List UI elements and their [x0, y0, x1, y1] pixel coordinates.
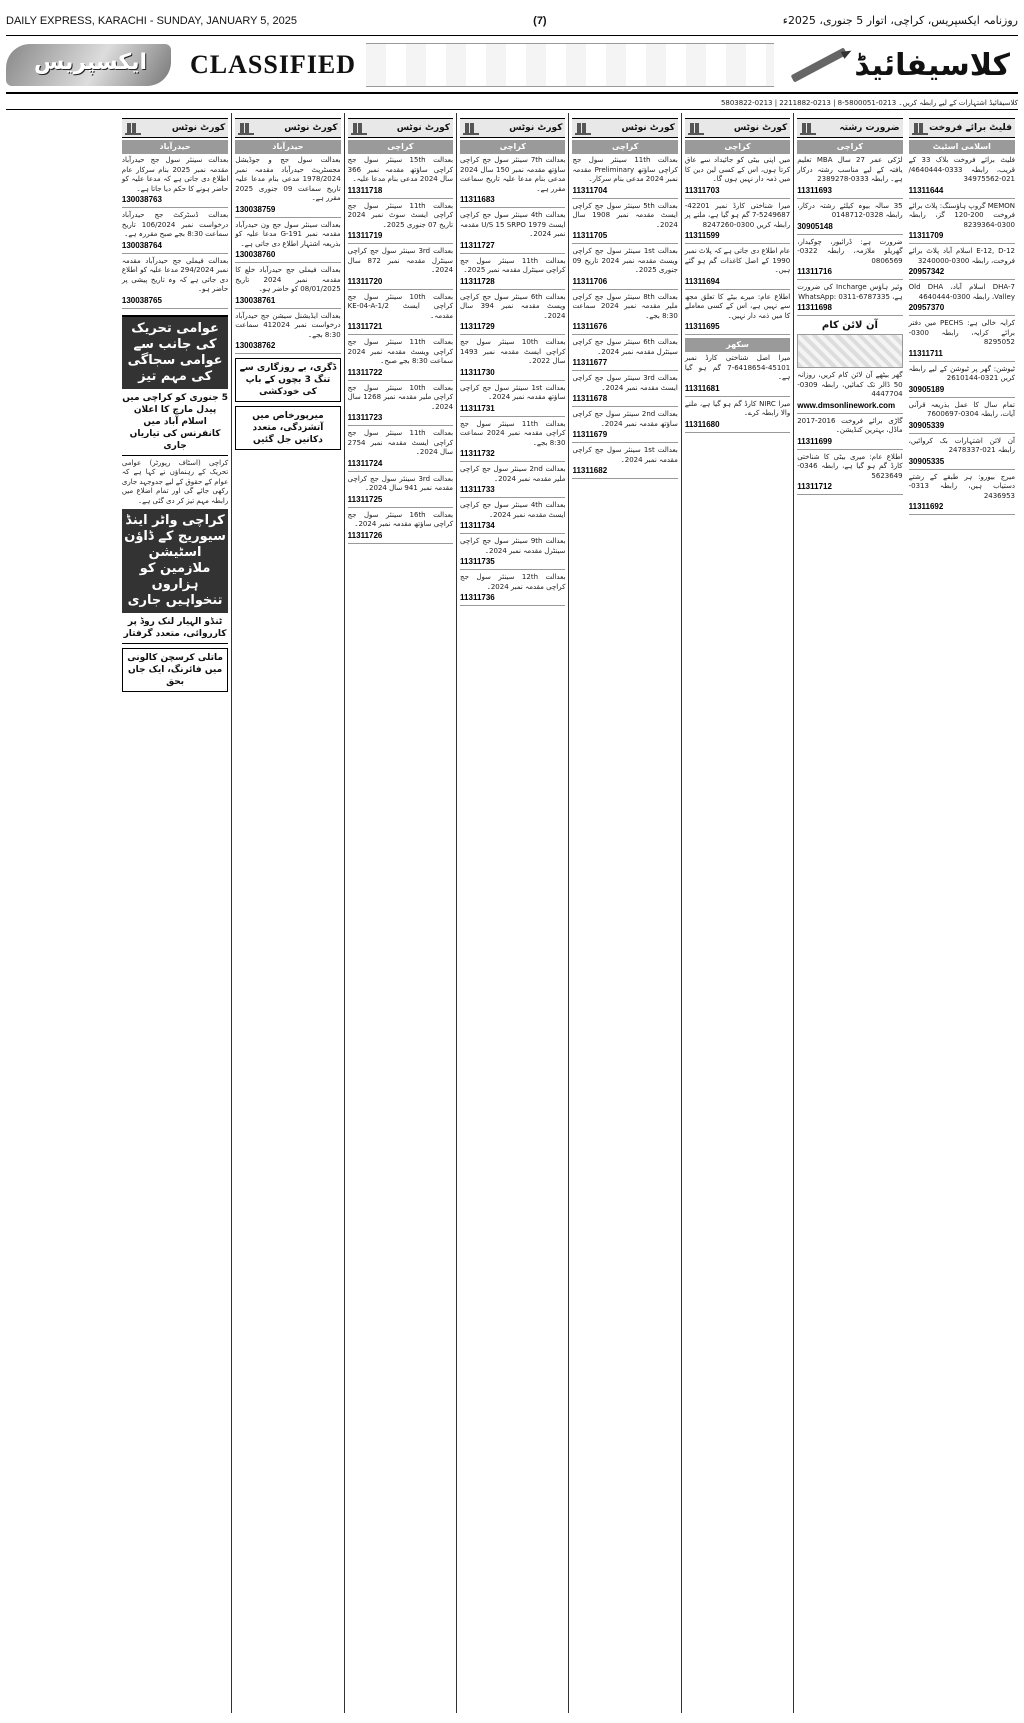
ad-number: 11311682: [572, 466, 608, 475]
page-number: (7): [533, 14, 547, 27]
ad-text: بعدالت 10th سینئر سول جج کراچی ایسٹ مقدمہ نمبر 1493 سال 2022۔: [460, 338, 566, 365]
category-header: [685, 118, 790, 138]
ad-number: 11311731: [460, 403, 495, 413]
ad-number: 11311681: [684, 383, 720, 393]
classified-ad: [797, 283, 902, 316]
classified-ad: [460, 384, 565, 417]
ad-number: 11311734: [460, 521, 495, 530]
ad-number: 20957342: [908, 267, 945, 276]
classified-ad: [909, 319, 1015, 362]
ad-text: عام اطلاع دی جاتی ہے کہ پلاٹ نمبر 1990 کے اصل کاغذات گم ہو گئے ہیں۔: [684, 247, 791, 274]
section-heading: آن لائن کام: [821, 320, 878, 331]
ad-number: 11311704: [572, 185, 608, 195]
court-building-icon: [688, 121, 704, 135]
category-label: کورٹ نوٹس: [396, 123, 451, 133]
classified-ad: [460, 537, 565, 570]
ad-number: 11311735: [460, 557, 495, 566]
classified-ad: [460, 420, 565, 463]
ad-text: بعدالت 3rd سینئر سول جج کراچی ایسٹ مقدمہ نمبر 2024۔: [572, 374, 678, 392]
ad-text: بعدالت 11th سینئر سول جج کراچی سینٹرل مقدمہ نمبر 2025۔: [460, 256, 566, 274]
news-body: کراچی (اسٹاف رپورٹر) عوامی تحریک کے رہنماؤں نے کہا ہے کہ عوام کے حقوق کے لیے جدوجہد جاری رکھی جائے گی اور تمام اضلاع میں رابطہ مہم تیز کر دی گئی ہے۔: [121, 458, 229, 505]
category-header: [122, 118, 228, 138]
ad-number: 11311680: [684, 419, 720, 429]
classified-ad: [460, 338, 565, 381]
ad-text: DHA-7 اسلام آباد، Old DHA Valley، رابطہ 0300-4640444: [908, 283, 1015, 301]
classified-ad: [460, 211, 565, 254]
express-logo: [6, 40, 176, 90]
ad-text: کرایہ خالی ہے: PECHS میں دفتر برائے کرایہ، رابطہ 0300-8295052: [908, 319, 1015, 346]
classified-ad: [122, 257, 228, 309]
category-label: کورٹ نوٹس: [509, 123, 563, 133]
masthead-banner: [366, 43, 774, 87]
ad-text: بعدالت 15th سینئر سول جج کراچی ساؤتھ مقدمہ نمبر 366 سال 2024 مدعی بنام مدعا علیہ۔: [347, 156, 454, 183]
category-header: [348, 118, 453, 138]
ad-text: بعدالت 9th سینئر سول جج کراچی سینٹرل مقدمہ نمبر 2024۔: [460, 537, 566, 555]
classified-ad: [797, 417, 902, 450]
ad-text: آن لائن اشتہارات بک کروائیں، رابطہ 021-2478337: [908, 436, 1015, 454]
header-english: DAILY EXPRESS, KARACHI - SUNDAY, JANUARY 5, 2025: [6, 14, 298, 27]
ad-text: بعدالت 5th سینئر سول جج کراچی ایسٹ مقدمہ نمبر 1908 سال 2024۔: [572, 201, 678, 229]
ad-number: 30905335: [908, 456, 945, 466]
ad-number: 11311712: [797, 482, 832, 491]
classified-ad: [909, 283, 1015, 316]
ad-text: بعدالت 6th سینئر سول جج کراچی ویسٹ مقدمہ نمبر 394 سال 2024۔: [460, 292, 566, 320]
ad-number: 11311723: [347, 413, 383, 422]
classified-ad: [797, 238, 902, 281]
classified-ad: [909, 156, 1015, 199]
classified-ad: [348, 293, 453, 336]
city-banner: کراچی: [797, 140, 902, 154]
category-label: فلیٹ برائے فروخت: [929, 123, 1012, 133]
ad-text: میرا اصل شناختی کارڈ نمبر 45101-6418654-7 گم ہو گیا ہے۔: [684, 354, 791, 381]
court-building-icon: [351, 121, 367, 135]
classified-title-urdu: کلاسیفائیڈ: [854, 47, 1010, 83]
ad-number: 11311698: [797, 303, 832, 312]
ad-number: 11311720: [347, 276, 383, 286]
ad-number: 11311677: [572, 358, 608, 367]
ad-text: فلیٹ برائے فروخت بلاک 33 کے قریب، رابطہ 0333-4640444/ 021-34975562: [908, 156, 1015, 183]
ad-number: 130038763: [121, 195, 162, 204]
category-label: کورٹ نوٹس: [621, 123, 675, 133]
ad-text: MEMON گروپ ہاؤسنگ: پلاٹ برائے فروخت 200-120 گز، رابطہ 0300-8239364: [908, 201, 1015, 229]
classified-ad: [909, 437, 1015, 470]
ad-text: اطلاع عام: میری بیٹی کا شناختی کارڈ گم ہو گیا ہے، رابطہ 0346-5623649: [797, 452, 903, 480]
classified-ad: [348, 338, 453, 381]
ad-text: بعدالت 11th سینئر سول جج کراچی ایسٹ مقدمہ نمبر 2754 سال 2024۔: [347, 429, 454, 456]
ad-number: 30905189: [908, 384, 945, 394]
column-7: [793, 113, 905, 1713]
column-5: [568, 113, 680, 1713]
ad-number: 11311729: [460, 322, 495, 331]
category-label: کورٹ نوٹس: [171, 123, 226, 133]
ad-number: 11311726: [347, 530, 383, 540]
ad-text: بعدالت ایڈیشنل سیشن جج حیدرآباد درخواست نمبر 412024 سماعت 8:30 بجے۔: [235, 311, 341, 339]
category-header: [572, 118, 677, 138]
news-box: میرپورخاص میں آتشزدگی، متعدد دکانیں جل گئیں: [235, 406, 340, 450]
ad-text: تمام سال کا عمل بذریعہ قرآنی آیات، رابطہ 0304-7600697: [908, 400, 1015, 418]
category-header: [235, 118, 340, 138]
classified-ad: [460, 293, 565, 336]
ad-text: بعدالت 1st سینئر سول جج کراچی ساؤتھ مقدمہ نمبر 2024۔: [460, 383, 566, 401]
ad-image: [797, 334, 902, 368]
ad-text: بعدالت 2nd سینئر سول جج کراچی ملیر مقدمہ نمبر 2024۔: [460, 465, 566, 483]
classified-ad: [572, 410, 677, 443]
ad-number: 11311709: [908, 231, 944, 240]
court-building-icon: [575, 121, 591, 135]
ad-text: گھر بیٹھے آن لائن کام کریں، روزانہ 50 ڈالر تک کمائیں، رابطہ 0309-4447704: [797, 371, 903, 398]
news-box: ماتلی کرسچن کالونی میں فائرنگ، ایک جاں بحق: [122, 648, 228, 692]
ad-text: لڑکی عمر 27 سال MBA تعلیم یافتہ کے لیے مناسب رشتہ درکار ہے۔ رابطہ 0333-2389278: [797, 156, 903, 183]
classified-ad: [572, 446, 677, 479]
news-headline: عوامی تحریک کی جانب سے عوامی سجاگی کی مہم تیز: [122, 317, 228, 389]
ad-number: 130038765: [121, 295, 162, 305]
classified-ad: [909, 473, 1015, 516]
ad-number: 11311727: [460, 240, 495, 250]
ad-number: 11311694: [684, 276, 720, 286]
column-4: [456, 113, 568, 1713]
news-block: [122, 315, 228, 693]
ad-text: ضرورت ہے: ڈرائیور، چوکیدار، گھریلو ملازمہ، رابطہ 0322-0806569: [797, 237, 903, 265]
ad-text: میں اپنی بیٹی کو جائیداد سے عاق کرتا ہوں، اس کے کسی لین دین کا میں ذمہ دار نہیں ہوں گا۔: [684, 156, 791, 183]
category-label: کورٹ نوٹس: [284, 123, 338, 133]
ad-number: 130038760: [235, 250, 276, 259]
ad-text: بعدالت 16th سینئر سول جج کراچی ساؤتھ مقدمہ نمبر 2024۔: [347, 510, 454, 528]
ad-number: www.dmsonlinework.com: [797, 400, 896, 410]
ad-number: 11311679: [572, 430, 608, 439]
ad-text: بعدالت سینئر سول جج ون حیدرآباد مقدمہ نمبر G-191 مدعا علیہ کو بذریعہ اشتہار اطلاع دی جاتی ہے۔: [235, 220, 341, 248]
ad-text: بعدالت 1st سینئر سول جج کراچی ویسٹ مقدمہ نمبر 2024 تاریخ 09 جنوری 2025۔: [572, 247, 678, 274]
classified-ad: [235, 156, 340, 218]
classified-ad: [460, 465, 565, 498]
classified-ad: [797, 371, 902, 414]
classified-columns: [6, 113, 1018, 1713]
classified-ad: [909, 247, 1015, 280]
column-6: [681, 113, 793, 1713]
classified-ad: [460, 257, 565, 290]
classified-ad: [685, 247, 790, 290]
city-banner: کراچی: [348, 140, 453, 154]
ad-number: 11311733: [460, 485, 495, 494]
ad-text: بعدالت سینئر سول جج حیدرآباد مقدمہ نمبر 2025 بنام سرکار عام اطلاع دی جاتی ہے کہ مدعا علیہ کو حاضر ہونے کا حکم دیا جاتا ہے۔: [121, 156, 229, 193]
city-banner: کراچی: [572, 140, 677, 154]
ad-text: میرج بیورو: ہر طبقے کے رشتے دستیاب ہیں، رابطہ 0313-2436953: [908, 472, 1015, 500]
ad-number: 11311719: [347, 231, 383, 240]
ad-number: 11311721: [347, 322, 383, 331]
ad-text: اطلاع عام: میرے بیٹے کا تعلق مجھ سے نہیں ہے، اس کے کسی معاملے کا میں ذمہ دار نہیں۔: [684, 292, 791, 320]
classified-ad: [235, 312, 340, 355]
classified-ad: [348, 156, 453, 199]
ad-number: 20957370: [908, 303, 945, 312]
classified-title-english: CLASSIFIED: [190, 50, 357, 79]
classified-ad: [460, 573, 565, 606]
classified-ad: [235, 221, 340, 264]
news-box: ڈگری، بے روزگاری سے تنگ 3 بچوں کے باپ کی خودکشی: [235, 358, 340, 402]
category-label: کورٹ نوٹس: [733, 123, 788, 133]
category-label: ضرورت رشتہ: [839, 123, 900, 133]
city-banner: سکھر: [685, 338, 790, 352]
classified-ad: [572, 338, 677, 371]
classified-ad: [572, 374, 677, 407]
classified-ad: [909, 365, 1015, 398]
ad-text: بعدالت 8th سینئر سول جج کراچی ملیر مقدمہ نمبر 2024 سماعت 8:30 بجے۔: [572, 292, 678, 320]
ad-number: 11311693: [797, 185, 832, 195]
ad-text: بعدالت 11th سینئر سول جج کراچی ایسٹ سوٹ نمبر 2024 تاریخ 07 جنوری 2025۔: [347, 201, 454, 229]
ad-number: 11311683: [460, 195, 495, 204]
classified-ad: [685, 202, 790, 245]
city-banner: کراچی: [460, 140, 565, 154]
ad-text: وئیر ہاؤس Incharge کی ضرورت ہے، WhatsApp: 0311-6787335: [797, 283, 903, 301]
ad-number: 11311676: [572, 322, 608, 331]
classified-ad: [572, 202, 677, 245]
classified-ad: [909, 202, 1015, 245]
ad-number: 130038764: [121, 240, 162, 250]
ad-number: 11311703: [684, 185, 720, 195]
ad-number: 11311692: [908, 502, 944, 511]
classified-ad: [685, 354, 790, 397]
ad-text: بعدالت 4th سینئر سول جج کراچی ایسٹ U/S 15 SRPO 1979 مقدمہ نمبر 2024۔: [460, 211, 566, 238]
court-building-icon: [912, 121, 928, 135]
city-banner: اسلامی اسٹیٹ: [909, 140, 1015, 154]
contact-strip: کلاسیفائیڈ اشتہارات کے لیے رابطہ کریں۔ 0213-5800051-8 | 0213-2211882 | 0213-5803822: [6, 96, 1018, 110]
classified-ad: [797, 202, 902, 235]
header-urdu: روزنامہ ایکسپریس، کراچی، اتوار 5 جنوری، 2025ء: [782, 14, 1018, 27]
ad-text: بعدالت 11th سینئر سول جج کراچی ساؤتھ Preliminary مقدمہ نمبر 2024 مدعی بنام سرکار۔: [572, 156, 678, 183]
ad-text: بعدالت سول جج و جوڈیشل مجسٹریٹ حیدرآباد مقدمہ نمبر 1978/2024 مدعی بنام مدعا علیہ تاریخ سماعت 09 جنوری 2025 مقرر ہے۔: [235, 156, 341, 202]
ad-text: ٹیوشن: گھر پر ٹیوشن کے لیے رابطہ کریں 0321-2610144: [908, 364, 1015, 382]
classified-ad: [348, 511, 453, 544]
ad-number: 11311699: [797, 436, 832, 446]
category-header: [797, 118, 902, 138]
ad-text: بعدالت ڈسٹرکٹ جج حیدرآباد درخواست نمبر 106/2024 تاریخ سماعت 8:30 بجے صبح مقررہ ہے۔: [121, 211, 229, 238]
ad-number: 30905148: [797, 221, 833, 231]
category-header: [460, 118, 565, 138]
classified-ad: [572, 156, 677, 199]
classified-ad: [122, 211, 228, 254]
ad-text: بعدالت 12th سینئر سول جج کراچی مقدمہ نمبر 2024۔: [460, 573, 566, 591]
ad-number: 11311736: [460, 593, 495, 602]
court-building-icon: [238, 121, 254, 135]
ad-number: 130038762: [235, 341, 276, 350]
ad-text: بعدالت 10th سینئر سول جج کراچی ملیر مقدمہ نمبر 1268 سال 2024۔: [347, 383, 454, 411]
news-subheading: 5 جنوری کو کراچی میں پیدل مارچ کا اعلان اسلام آباد میں کانفرنس کی تیاریاں جاری: [122, 389, 228, 456]
ad-number: 11311725: [347, 494, 383, 504]
classified-ad: [572, 293, 677, 336]
ad-text: بعدالت فیملی جج حیدرآباد خلع کا مقدمہ نمبر 2024 تاریخ 08/01/2025 کو حاضر ہو۔: [235, 266, 341, 293]
classified-ad: [685, 156, 790, 199]
ad-text: بعدالت 4th سینئر سول جج کراچی ایسٹ مقدمہ نمبر 2024۔: [460, 501, 566, 519]
ad-number: 130038759: [235, 204, 276, 214]
classified-ad: [797, 453, 902, 496]
city-banner: کراچی: [685, 140, 790, 154]
classified-ad: [348, 247, 453, 290]
ad-number: 11311705: [572, 231, 608, 240]
pen-icon: [784, 43, 854, 87]
ad-number: 11311732: [460, 449, 495, 458]
ad-number: 11311599: [684, 231, 720, 240]
ad-text: بعدالت 3rd سینئر سول جج کراچی سینٹرل مقدمہ نمبر 872 سال 2024۔: [347, 247, 454, 274]
ad-text: گاڑی برائے فروخت 2016-2017 ماڈل، بہترین کنڈیشن۔: [797, 416, 903, 434]
classified-ad: [572, 247, 677, 290]
classified-ad: [460, 156, 565, 208]
ad-text: بعدالت 10th سینئر سول جج کراچی ایسٹ KE-04-A-1/2 مقدمہ۔: [347, 292, 454, 320]
ad-number: 11311724: [347, 458, 383, 468]
page-header: [6, 6, 1018, 36]
news-headline: کراچی واٹر اینڈ سیوریج کے ڈاؤن اسٹیشن ملازمین کو ہزاروں تنخواہیں جاری: [122, 509, 228, 613]
ad-text: میرا شناختی کارڈ نمبر 42201-5249687-7 گم ہو گیا ہے، ملنے پر رابطہ کریں 0300-8247260: [684, 201, 791, 229]
city-banner: حیدرآباد: [122, 140, 228, 154]
city-banner: حیدرآباد: [235, 140, 340, 154]
logo-text: ایکسپریس: [34, 50, 148, 75]
column-3: [344, 113, 456, 1713]
news-subheading: ٹنڈو الہیار لنک روڈ پر کارروائی، متعدد گرفتار: [122, 613, 228, 644]
classified-ad: [122, 156, 228, 208]
ad-text: بعدالت فیملی جج حیدرآباد مقدمہ نمبر 294/2024 مدعا علیہ کو اطلاع دی جاتی ہے کہ وہ تاریخ پیشی پر حاضر ہو۔: [121, 256, 229, 293]
classified-ad: [685, 400, 790, 433]
court-building-icon: [125, 121, 141, 135]
masthead: [6, 38, 1018, 94]
ad-text: بعدالت 2nd سینئر سول جج کراچی ساؤتھ مقدمہ نمبر 2024۔: [572, 410, 678, 428]
column-8: [906, 113, 1018, 1713]
classified-ad: [460, 501, 565, 534]
ad-number: 11311730: [460, 367, 495, 377]
column-1: [119, 113, 231, 1713]
classified-ad: [348, 202, 453, 245]
classified-ad: [797, 156, 902, 199]
classified-ad: [348, 475, 453, 508]
ad-number: 11311716: [797, 267, 832, 276]
ad-text: بعدالت 7th سینئر سول جج کراچی ساؤتھ مقدمہ نمبر 150 سال 2024 مدعی بنام مدعا علیہ تاریخ سماعت مقرر ہے۔: [460, 156, 566, 193]
court-building-icon: [800, 121, 816, 135]
classified-ad: [348, 384, 453, 427]
ad-number: 11311718: [347, 185, 383, 195]
ad-number: 11311695: [684, 322, 720, 331]
ad-number: 11311711: [908, 348, 943, 358]
classified-ad: [909, 401, 1015, 434]
ad-number: 30905339: [908, 420, 945, 430]
ad-text: 35 سالہ بیوہ کیلئے رشتہ درکار، رابطہ 0328-0148712: [797, 201, 903, 219]
classified-ad: [685, 293, 790, 336]
classified-ad: [235, 266, 340, 309]
classified-ad: [348, 429, 453, 472]
court-building-icon: [463, 121, 479, 135]
ad-number: 11311728: [460, 276, 495, 286]
ad-text: بعدالت 1st سینئر سول جج کراچی مقدمہ نمبر 2024۔: [572, 446, 678, 464]
category-header: [909, 118, 1015, 138]
ad-number: 11311706: [572, 276, 608, 286]
ad-text: میرا NIRC کارڈ گم ہو گیا ہے، ملنے والا رابطہ کرے۔: [684, 399, 791, 417]
ad-text: E-12, D-12 اسلام آباد پلاٹ برائے فروخت، رابطہ 0300-3240000: [908, 247, 1015, 265]
ad-text: بعدالت 3rd سینئر سول جج کراچی مقدمہ نمبر 941 سال 2024۔: [347, 474, 454, 492]
ad-number: 11311644: [908, 185, 944, 195]
ad-number: 130038761: [235, 295, 276, 305]
ad-text: بعدالت 11th سینئر سول جج کراچی مقدمہ نمبر 2024 سماعت 8:30 بجے۔: [460, 419, 566, 447]
ad-number: 11311678: [572, 394, 608, 403]
ad-text: بعدالت 6th سینئر سول جج کراچی سینٹرل مقدمہ نمبر 2024۔: [572, 338, 678, 356]
ad-text: بعدالت 11th سینئر سول جج کراچی ویسٹ مقدمہ نمبر 2024 سماعت 8:30 بجے صبح۔: [347, 338, 454, 365]
ad-number: 11311722: [347, 367, 383, 377]
column-2: [231, 113, 343, 1713]
